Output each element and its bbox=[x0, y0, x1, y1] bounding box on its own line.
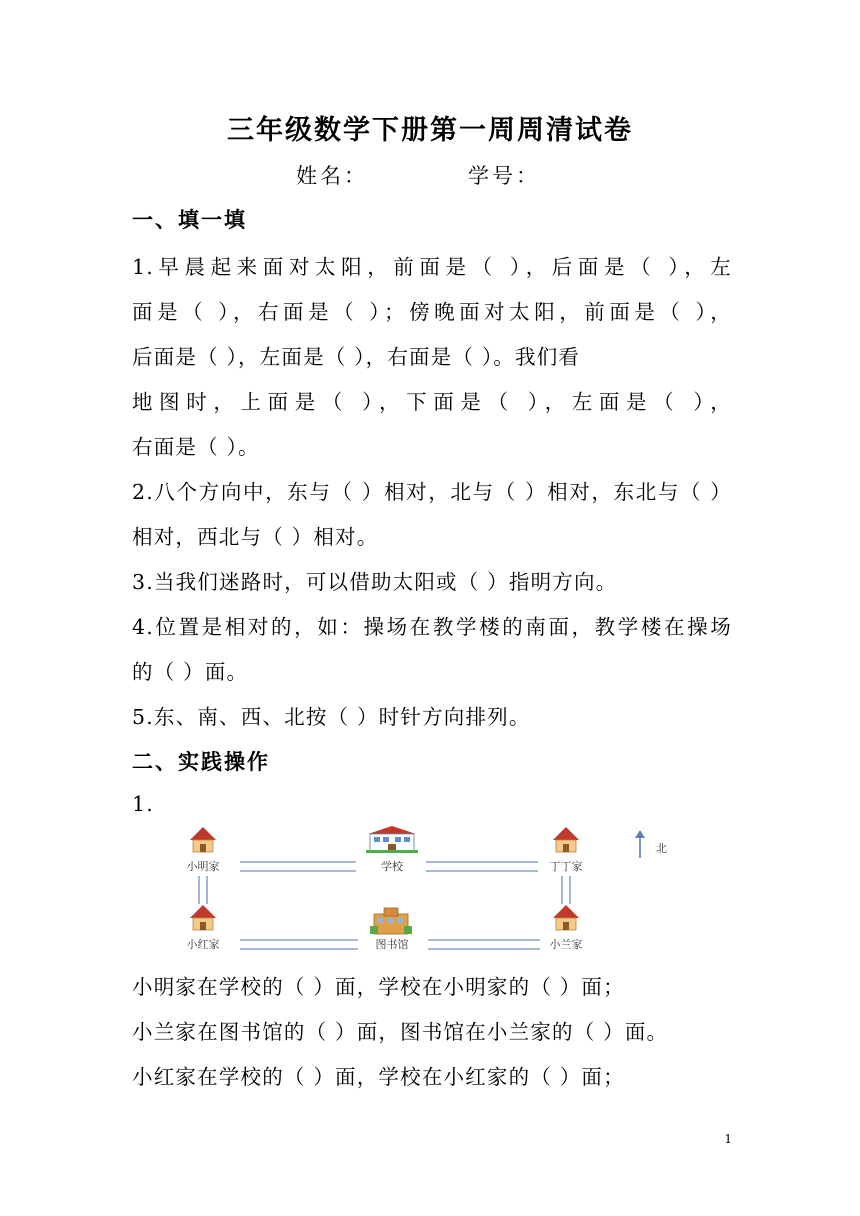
north-label: 北 bbox=[656, 842, 667, 855]
dingding-house-icon bbox=[553, 827, 579, 852]
question-line: 3.当我们迷路时，可以借助太阳或（ ）指明方向。 bbox=[132, 570, 618, 594]
map-question: 小兰家在图书馆的（ ）面，图书馆在小兰家的（ ）面。 bbox=[132, 1020, 669, 1044]
road-right-vertical bbox=[562, 876, 570, 904]
question-line: 4.位置是相对的，如：操场在教学楼的南面，教学楼在操场 bbox=[132, 615, 732, 639]
library-icon bbox=[370, 908, 412, 934]
item-number: 1. bbox=[132, 792, 154, 816]
page-title: 三年级数学下册第一周周清试卷 bbox=[227, 115, 633, 146]
xiaohong-house-icon bbox=[190, 905, 216, 930]
north-arrow-icon bbox=[635, 830, 645, 858]
name-label: 姓名： bbox=[296, 164, 368, 188]
question-line: 面是（ ），右面是（ ）；傍晚面对太阳，前面是（ ）， bbox=[132, 300, 732, 324]
location-map bbox=[178, 824, 678, 960]
xiaoming-label: 小明家 bbox=[186, 860, 220, 873]
road-left-vertical bbox=[199, 876, 207, 904]
road-top-right bbox=[426, 862, 538, 871]
question-line: 的（ ）面。 bbox=[132, 660, 249, 684]
xiaohong-label: 小红家 bbox=[186, 938, 220, 951]
road-top-left bbox=[240, 862, 356, 871]
road-bottom-right bbox=[428, 940, 540, 949]
school-icon bbox=[366, 826, 418, 853]
question-line: 地图时，上面是（ ），下面是（ ），左面是（ ）， bbox=[132, 390, 732, 414]
id-label: 学号： bbox=[468, 164, 540, 188]
xiaolan-house-icon bbox=[553, 905, 579, 930]
section-2-heading: 二、实践操作 bbox=[132, 749, 270, 774]
question-line: 后面是（ ），左面是（ ），右面是（ ）。我们看 bbox=[132, 345, 581, 369]
map-question: 小明家在学校的（ ）面，学校在小明家的（ ）面； bbox=[132, 975, 625, 999]
xiaoming-house-icon bbox=[190, 827, 216, 852]
map-question: 小红家在学校的（ ）面，学校在小红家的（ ）面； bbox=[132, 1065, 625, 1089]
question-line: 2.八个方向中，东与（ ）相对，北与（ ）相对，东北与（ ） bbox=[132, 480, 732, 504]
xiaolan-label: 小兰家 bbox=[549, 938, 583, 951]
road-bottom-left bbox=[240, 940, 358, 949]
page-number: 1 bbox=[724, 1132, 732, 1146]
library-label: 图书馆 bbox=[375, 938, 409, 951]
section-1-heading: 一、填一填 bbox=[132, 207, 247, 232]
school-label: 学校 bbox=[381, 860, 403, 873]
question-line: 右面是（ ）。 bbox=[132, 435, 260, 459]
dingding-label: 丁丁家 bbox=[549, 860, 583, 873]
question-line: 相对，西北与（ ）相对。 bbox=[132, 525, 379, 549]
question-line: 5.东、南、西、北按（ ）时针方向排列。 bbox=[132, 705, 531, 729]
question-line: 1.早晨起来面对太阳，前面是（ ），后面是（ ），左 bbox=[132, 255, 732, 279]
